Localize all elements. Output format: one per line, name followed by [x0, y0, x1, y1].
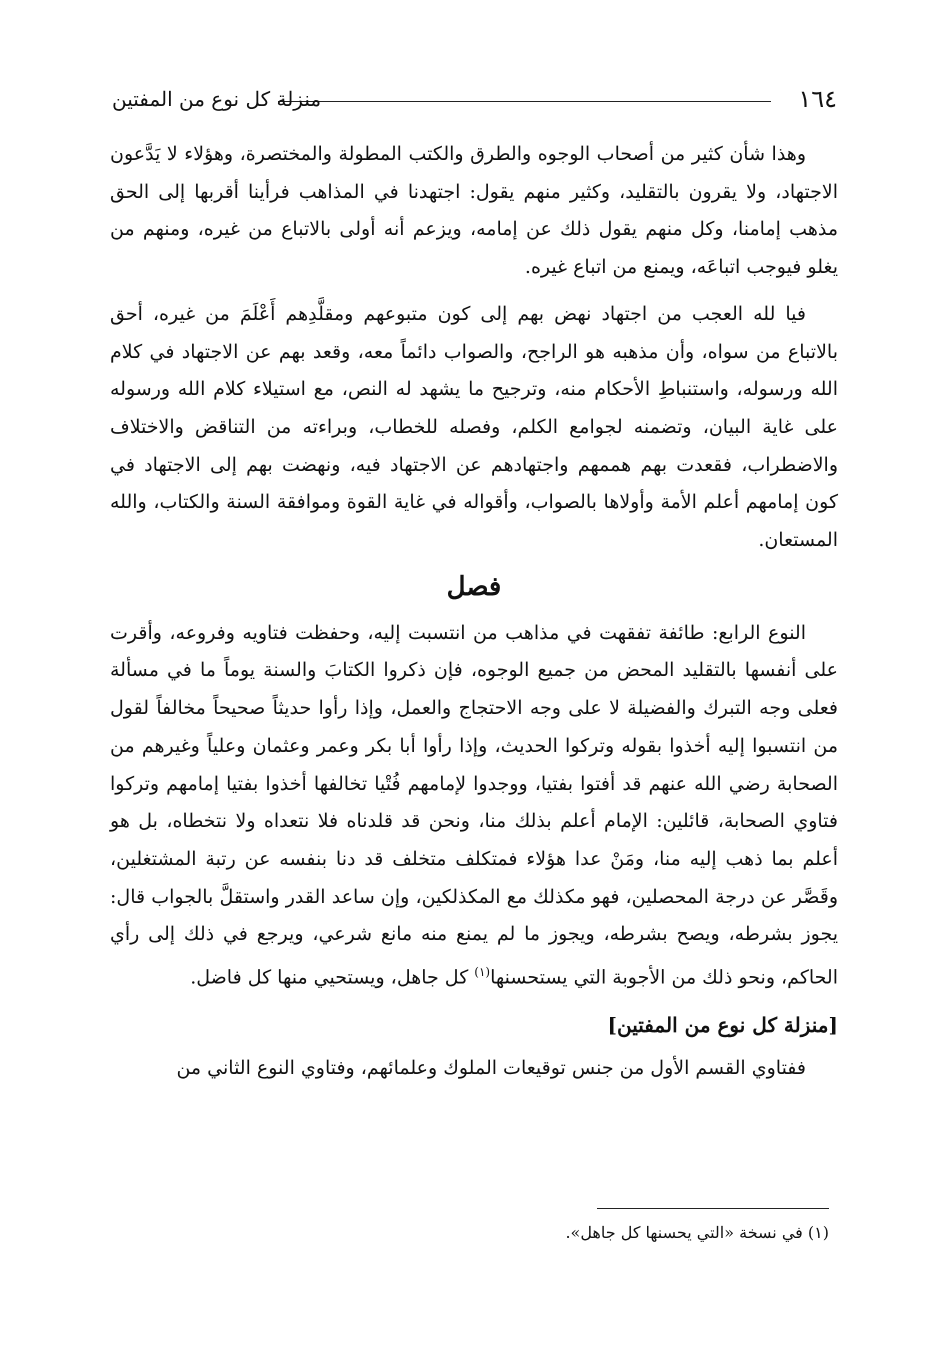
section-heading: فصل	[446, 571, 502, 602]
paragraph-4: ففتاوي القسم الأول من جنس توقيعات الملوك وعلمائهم، وفتاوي النوع الثاني من	[176, 1057, 806, 1080]
page-number: ١٦٤	[798, 85, 837, 113]
running-header	[112, 82, 837, 116]
paragraph-3	[110, 615, 838, 997]
subheading: [منزلة كل نوع من المفتين]	[607, 1013, 838, 1038]
header-rule	[278, 101, 771, 102]
footnote: (١) في نسخة «التي يحسنها كل جاهل».	[565, 1223, 829, 1242]
body-text	[110, 136, 838, 1097]
footnote-marker: (١)	[474, 965, 491, 980]
running-title: منزلة كل نوع من المفتين	[112, 87, 322, 111]
footnote-rule	[597, 1208, 829, 1209]
paragraph-3-text: النوع الرابع: طائفة تفقهت في مذاهب من انتسبت إليه، وحفظت فتاويه وفروعه، وأقرت على أنفسها بالتقليد المحض من جميع الوجوه، فإن ذكروا الكتابَ والسنة يوماً ما في مسألة فعلى وجه التبرك والفضيلة لا على وجه الاحتجاج والعمل، وإذا رأوا حديثاً صحيحاً مخالفاً لقول من انتسبوا إليه أخذوا بقوله وتركوا الحديث، وإذا رأوا أبا بكر وعمر وعثمان وعلياً وغيرهم من الصحابة رضي الله عنهم قد أفتوا بفتيا، ووجدوا لإمامهم فُتْيا تخالفها أخذوا بفتيا إمامهم وتركوا فتاوي الصحابة، قائلين: الإمام أعلم بذلك منا، ونحن قد قلدناه فلا نتعداه ولا نتخطاه، بل هو أعلم بما ذهب إليه منا، ومَنْ عدا هؤلاء فمتكلف متخلف قد دنا بنفسه عن رتبة المشتغلين، وقَصَّر عن درجة المحصلين، فهو مكذلك مع المكذلكين، وإن ساعد القدر واستقلَّ بالجواب قال: يجوز بشرطه، ويصح بشرطه، ويجوز ما لم يمنع منه مانع شرعي، ويرجع في ذلك إلى رأي الحاكم، ونحو ذلك من الأجوبة التي يستحسنها	[110, 621, 838, 989]
paragraph-2: فيا لله العجب من اجتهاد نهض بهم إلى كون متبوعهم ومقلَّدِهم أَعْلَمَ من غيره، أحق بالاتباع من سواه، وأن مذهبه هو الراجح، والصواب دائماً معه، وقعد بهم عن الاجتهاد في كلام الله ورسوله، واستنباطِ الأحكام منه، وترجيح ما يشهد له النص، مع استيلاء كلام الله ورسوله على غاية البيان، وتضمنه لجوامع الكلم، وفصله للخطاب، وبراءته من التناقض والاختلاف والاضطراب، فقعدت بهم هممهم واجتهادهم عن الاجتهاد فيه، ونهضت بهم إلى الاجتهاد في كون إمامهم أعلم الأمة وأولاها بالصواب، وأقواله في غاية القوة وموافقة السنة والكتاب، والله المستعان.	[110, 302, 838, 552]
paragraph-3-end: كل جاهل، ويستحيي منها كل فاضل.	[190, 966, 475, 989]
paragraph-1: وهذا شأن كثير من أصحاب الوجوه والطرق والكتب المطولة والمختصرة، وهؤلاء لا يَدَّعون الاجتهاد، ولا يقرون بالتقليد، وكثير منهم يقول: اجتهدنا في المذاهب فرأينا أقربها إلى الحق مذهب إمامنا، وكل منهم يقول ذلك عن إمامه، ويزعم أنه أولى بالاتباع من غيره، ومنهم من يغلو فيوجب اتباعَه، ويمنع من اتباع غيره.	[110, 143, 838, 279]
